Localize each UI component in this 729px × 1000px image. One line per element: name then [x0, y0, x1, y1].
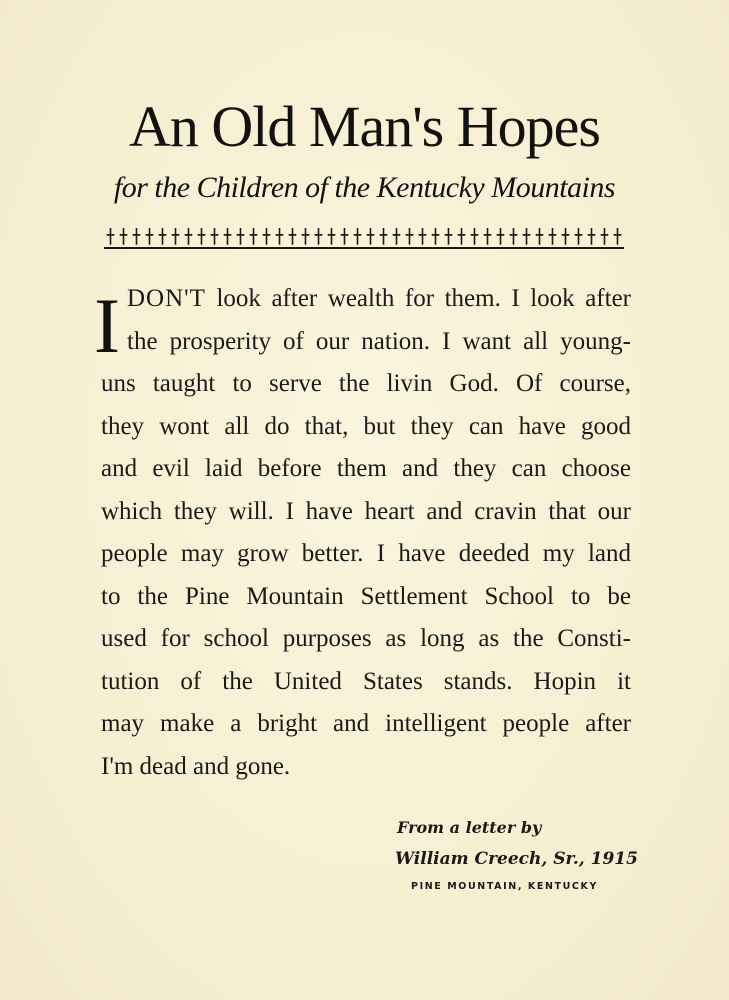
ornament-cross: [432, 228, 440, 245]
ornament-cross: [237, 228, 245, 245]
drop-cap: I: [94, 282, 120, 369]
ornament-cross: [380, 228, 388, 245]
ornament-cross: [484, 228, 492, 245]
ornament-cross: [458, 228, 466, 245]
ornament-cross: [263, 228, 271, 245]
ornament-cross: [562, 228, 570, 245]
body-line: to the Pine Mountain Settlement School to be: [101, 582, 631, 610]
ornament-cross: [120, 228, 128, 245]
page-title: An Old Man's Hopes: [129, 94, 600, 159]
ornament-cross: [198, 228, 206, 245]
body-line: tution of the United States stands. Hopin it: [101, 667, 631, 695]
body-line: uns taught to serve the livin God. Of course,: [101, 370, 631, 397]
ornament-cross: [159, 228, 167, 245]
attribution: [395, 815, 655, 898]
ornament-cross: [224, 228, 232, 245]
body-line: I'm dead and gone.: [101, 752, 291, 780]
body-line: which they will. I have heart and cravin that our: [101, 497, 631, 525]
body-line-lead: DON'T: [127, 285, 206, 312]
ornament-cross: [354, 228, 362, 245]
ornament-cross: [289, 228, 297, 245]
ornament-cross: [107, 228, 115, 245]
ornament-cross: [445, 228, 453, 245]
body-line: used for school purposes as long as the Consti-: [101, 625, 631, 652]
ornament-cross: [549, 228, 557, 245]
ornament-cross: [471, 228, 479, 245]
ornament-cross: [588, 228, 596, 245]
body-line: the prosperity of our nation. I want all young-: [127, 327, 631, 355]
attribution-source: From a letter by: [397, 818, 542, 837]
ornament-cross: [133, 228, 141, 245]
ornament-cross: [276, 228, 284, 245]
body-line: [101, 278, 631, 321]
ornament-cross: [575, 228, 583, 245]
ornament-cross: [185, 228, 193, 245]
letter-body: [101, 278, 631, 788]
ornament-cross: [172, 228, 180, 245]
body-line: may make a bright and intelligent people after: [101, 710, 631, 737]
cross-row-ornament: [104, 226, 624, 254]
body-line: and evil laid before them and they can choose: [101, 455, 631, 482]
ornament-cross: [406, 228, 414, 245]
attribution-author: William Creech, Sr., 1915: [395, 849, 638, 869]
ornament-cross: [614, 228, 622, 245]
ornament-cross: [393, 228, 401, 245]
ornament-cross: [601, 228, 609, 245]
ornament-cross: [211, 228, 219, 245]
ornament-cross: [510, 228, 518, 245]
ornament-cross: [315, 228, 323, 245]
ornament-cross: [523, 228, 531, 245]
ornament-cross: [341, 228, 349, 245]
body-line: they wont all do that, but they can have good: [101, 412, 631, 440]
ornament-cross: [419, 228, 427, 245]
page-subtitle: for the Children of the Kentucky Mountains: [113, 171, 616, 204]
ornament-cross: [497, 228, 505, 245]
ornament-cross: [328, 228, 336, 245]
ornament-cross: [367, 228, 375, 245]
body-line-text: look after wealth for them. I look after: [205, 285, 631, 312]
body-line: people may grow better. I have deeded my land: [101, 540, 631, 567]
ornament-cross: [302, 228, 310, 245]
ornament-cross: [536, 228, 544, 245]
attribution-place: PINE MOUNTAIN, KENTUCKY: [411, 881, 598, 892]
ornament-cross: [250, 228, 258, 245]
ornament-cross: [146, 228, 154, 245]
